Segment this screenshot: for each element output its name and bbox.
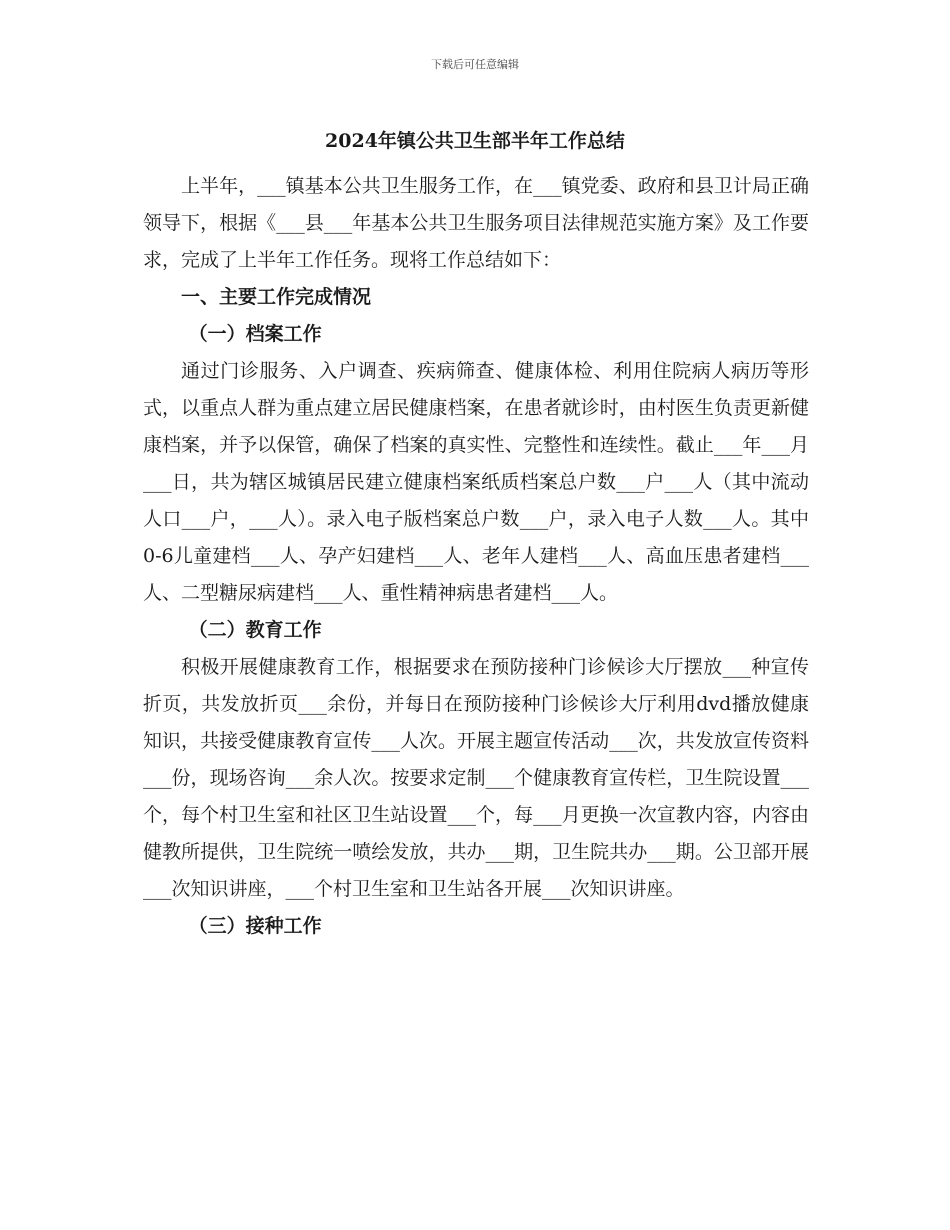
archives-paragraph: 通过门诊服务、入户调查、疾病筛查、健康体检、利用住院病人病历等形式，以重点人群为重点建立居民健康档案，在患者就诊时，由村医生负责更新健康档案，并予以保管，确保了档案的真实性、完整性和连续性。截止___年___月___日，共为辖区城镇居民建立健康档案纸质档案总户数___户___人（其中流动人口___户，___人）。录入电子版档案总户数___户，录入电子人数___人。其中0-6儿童建档___人、孕产妇建档___人、老年人建档___人、高血压患者建档___人、二型糖尿病建档___人、重性精神病患者建档___人。 bbox=[143, 360, 809, 604]
subsection-heading-education: （二）教育工作 bbox=[188, 619, 322, 641]
intro-paragraph: 上半年，___镇基本公共卫生服务工作，在___镇党委、政府和县卫计局正确领导下，根据《___县___年基本公共卫生服务项目法律规范实施方案》及工作要求，完成了上半年工作任务。现将工作总结如下： bbox=[143, 175, 809, 271]
subsection-heading-archives: （一）档案工作 bbox=[188, 323, 322, 345]
page-header-note: 下载后可任意编辑 bbox=[431, 58, 519, 71]
document-body bbox=[143, 168, 809, 945]
subsection-heading-vaccination: （三）接种工作 bbox=[188, 915, 322, 937]
education-paragraph: 积极开展健康教育工作，根据要求在预防接种门诊候诊大厅摆放___种宣传折页，共发放折页___余份，并每日在预防接种门诊候诊大厅利用dvd播放健康知识，共接受健康教育宣传___人次。开展主题宣传活动___次，共发放宣传资料___份，现场咨询___余人次。按要求定制___个健康教育宣传栏，卫生院设置___个，每个村卫生室和社区卫生站设置___个，每___月更换一次宣教内容，内容由健教所提供，卫生院统一喷绘发放，共办___期，卫生院共办___期。公卫部开展___次知识讲座，___个村卫生室和卫生站各开展___次知识讲座。 bbox=[143, 656, 809, 900]
section-heading-main-work: 一、主要工作完成情况 bbox=[181, 286, 372, 308]
document-title: 2024年镇公共卫生部半年工作总结 bbox=[325, 130, 625, 152]
